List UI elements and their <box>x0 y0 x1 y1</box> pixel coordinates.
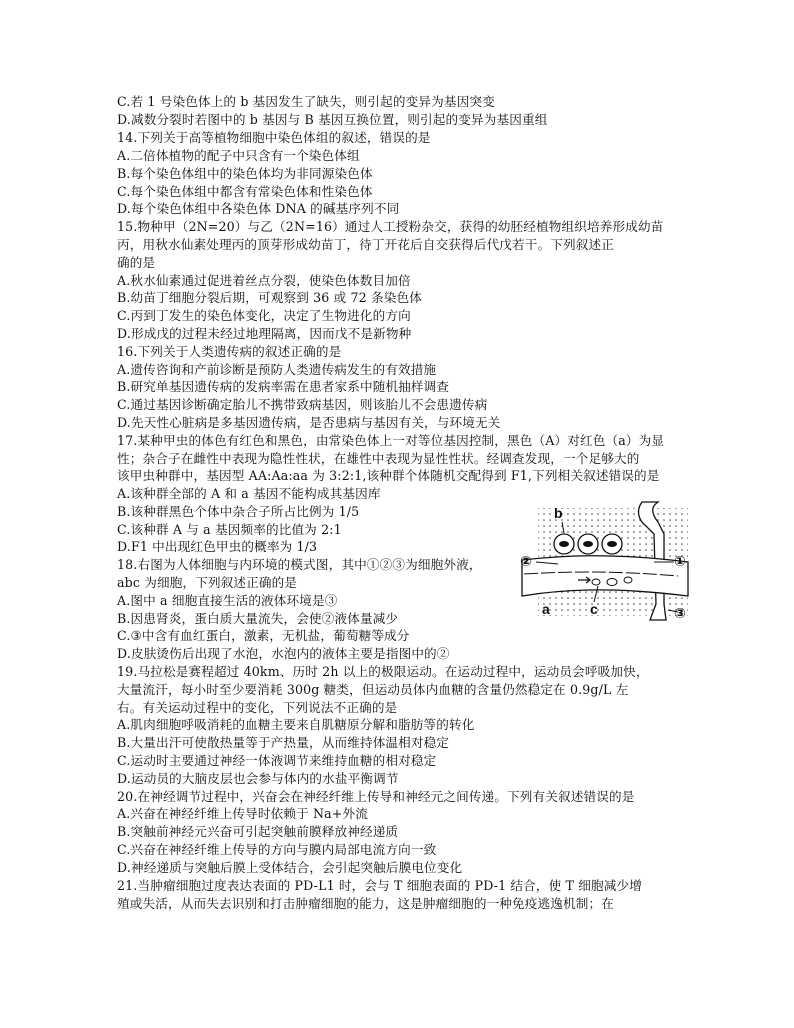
question-15-stem: 确的是 <box>117 255 156 270</box>
question-16-stem: 16.下列关于人类遗传病的叙述正确的是 <box>117 344 342 359</box>
option-14a: A.二倍体植物的配子中只含有一个染色体组 <box>117 148 360 163</box>
question-18-stem: abc 为细胞，下列叙述正确的是 <box>117 575 298 590</box>
option-17d: D.F1 中出现红色甲虫的概率为 1/3 <box>117 539 318 554</box>
internal-environment-diagram <box>518 500 692 624</box>
question-20-stem: 20.在神经调节过程中，兴奋会在神经纤维上传导和神经元之间传递。下列有关叙述错误的是 <box>117 789 635 804</box>
option-17b: B.该种群黑色个体中杂合子所占比例为 1/5 <box>117 504 360 519</box>
question-17-stem: 该甲虫种群中，基因型 AA:Aa:aa 为 3:2:1,该种群个体随机交配得到 F1,下列相关叙述错误的是 <box>117 468 660 483</box>
option-15c: C.丙到丁发生的染色体变化，决定了生物进化的方向 <box>117 308 411 323</box>
question-17-stem: 17.某种甲虫的体色有红色和黑色，由常染色体上一对等位基因控制，黑色（A）对红色（a）为显 <box>117 433 665 448</box>
option-19d: D.运动员的大脑皮层也会参与体内的水盐平衡调节 <box>117 771 399 786</box>
option-16a: A.遗传咨询和产前诊断是预防人类遗传病发生的有效措施 <box>117 362 437 377</box>
option-16d: D.先天性心脏病是多基因遗传病，是否患病与基因有关，与环境无关 <box>117 415 501 430</box>
option-16b: B.研究单基因遗传病的发病率需在患者家系中随机抽样调查 <box>117 379 450 394</box>
cell-nucleus <box>607 541 617 547</box>
label-a: a <box>542 601 550 617</box>
option-13c: C.若 1 号染色体上的 b 基因发生了缺失，则引起的变异为基因突变 <box>117 94 495 109</box>
option-17a: A.该种群全部的 A 和 a 基因不能构成其基因库 <box>117 486 381 501</box>
option-18c: C.③中含有血红蛋白，激素，无机盐，葡萄糖等成分 <box>117 628 410 643</box>
question-19-stem: 19.马拉松是赛程超过 40km、历时 2h 以上的极限运动。在运动过程中，运动员会呼吸加快， <box>117 664 649 679</box>
label-3: ③ <box>674 605 686 621</box>
question-17-stem: 性；杂合子在雌性中表现为隐性性状，在雄性中表现为显性性状。经调查发现，一个足够大的 <box>117 451 640 466</box>
question-15-stem: 丙，用秋水仙素处理丙的顶芽形成幼苗丁，待丁开花后自交获得后代戊若干。下列叙述正 <box>117 237 615 252</box>
option-19b: B.大量出汗可使散热量等于产热量，从而维持体温相对稳定 <box>117 735 450 750</box>
option-20b: B.突触前神经元兴奋可引起突触前膜释放神经递质 <box>117 824 399 839</box>
option-19a: A.肌肉细胞呼吸消耗的血糖主要来自肌糖原分解和脂肪等的转化 <box>117 717 475 732</box>
label-c: c <box>590 601 598 617</box>
question-14-stem: 14.下列关于高等植物细胞中染色体组的叙述，错误的是 <box>117 130 431 145</box>
option-14d: D.每个染色体组中各染色体 DNA 的碱基序列不同 <box>117 201 400 216</box>
question-21-stem: 殖或失活，从而失去识别和打击肿瘤细胞的能力，这是肿瘤细胞的一种免疫逃逸机制；在 <box>117 896 615 911</box>
option-13d: D.减数分裂时若图中的 b 基因与 B 基因互换位置，则引起的变异为基因重组 <box>117 112 548 127</box>
option-18a: A.图中 a 细胞直接生活的液体环境是③ <box>117 593 338 608</box>
blood-cell-icon <box>607 579 617 586</box>
option-19c: C.运动时主要通过神经一体液调节来维持血糖的相对稳定 <box>117 753 437 768</box>
option-15d: D.形成戊的过程未经过地理隔离，因而戊不是新物种 <box>117 326 412 341</box>
option-18b: B.因患肾炎，蛋白质大量流失，会使②液体量减少 <box>117 611 399 626</box>
cell-nucleus <box>583 541 593 547</box>
question-19-stem: 右。有关运动过程中的变化，下列说法不正确的是 <box>117 700 398 715</box>
question-18-stem: 18.右图为人体细胞与内环境的模式图，其中①②③为细胞外液， <box>117 557 482 572</box>
diagram-svg <box>518 500 692 624</box>
blood-cell-icon <box>592 579 600 585</box>
option-18d: D.皮肤烫伤后出现了水泡，水泡内的液体主要是指图中的② <box>117 646 450 661</box>
option-20a: A.兴奋在神经纤维上传导时依赖于 Na+外流 <box>117 806 368 821</box>
option-17c: C.该种群 A 与 a 基因频率的比值为 2:1 <box>117 522 342 537</box>
cell-nucleus <box>559 541 569 547</box>
question-21-stem: 21.当肿瘤细胞过度表达表面的 PD-L1 时，会与 T 细胞表面的 PD-1 结合，使 T 细胞减少增 <box>117 878 642 893</box>
option-20c: C.兴奋在神经纤维上传导的方向与膜内局部电流方向一致 <box>117 842 437 857</box>
option-14b: B.每个染色体组中的染色体均为非同源染色体 <box>117 166 373 181</box>
option-15a: A.秋水仙素通过促进着丝点分裂，使染色体数目加倍 <box>117 273 411 288</box>
question-15-stem: 15.物种甲（2N=20）与乙（2N=16）通过人工授粉杂交，获得的幼胚经植物组织培养形成幼苗 <box>117 219 664 234</box>
question-19-stem: 大量流汗，每小时至少要消耗 300g 糖类，但运动员体内血糖的含量仍然稳定在 0.9g/L 左 <box>117 682 629 697</box>
label-1: ① <box>674 553 686 569</box>
option-16c: C.通过基因诊断确定胎儿不携带致病基因，则该胎儿不会患遗传病 <box>117 397 488 412</box>
option-14c: C.每个染色体组中都含有常染色体和性染色体 <box>117 184 373 199</box>
option-20d: D.神经递质与突触后膜上受体结合，会引起突触后膜电位变化 <box>117 860 463 875</box>
blood-cell-icon <box>624 577 632 583</box>
option-15b: B.幼苗丁细胞分裂后期，可观察到 36 或 72 条染色体 <box>117 290 422 305</box>
label-2: ② <box>520 553 532 569</box>
label-b: b <box>554 505 563 521</box>
